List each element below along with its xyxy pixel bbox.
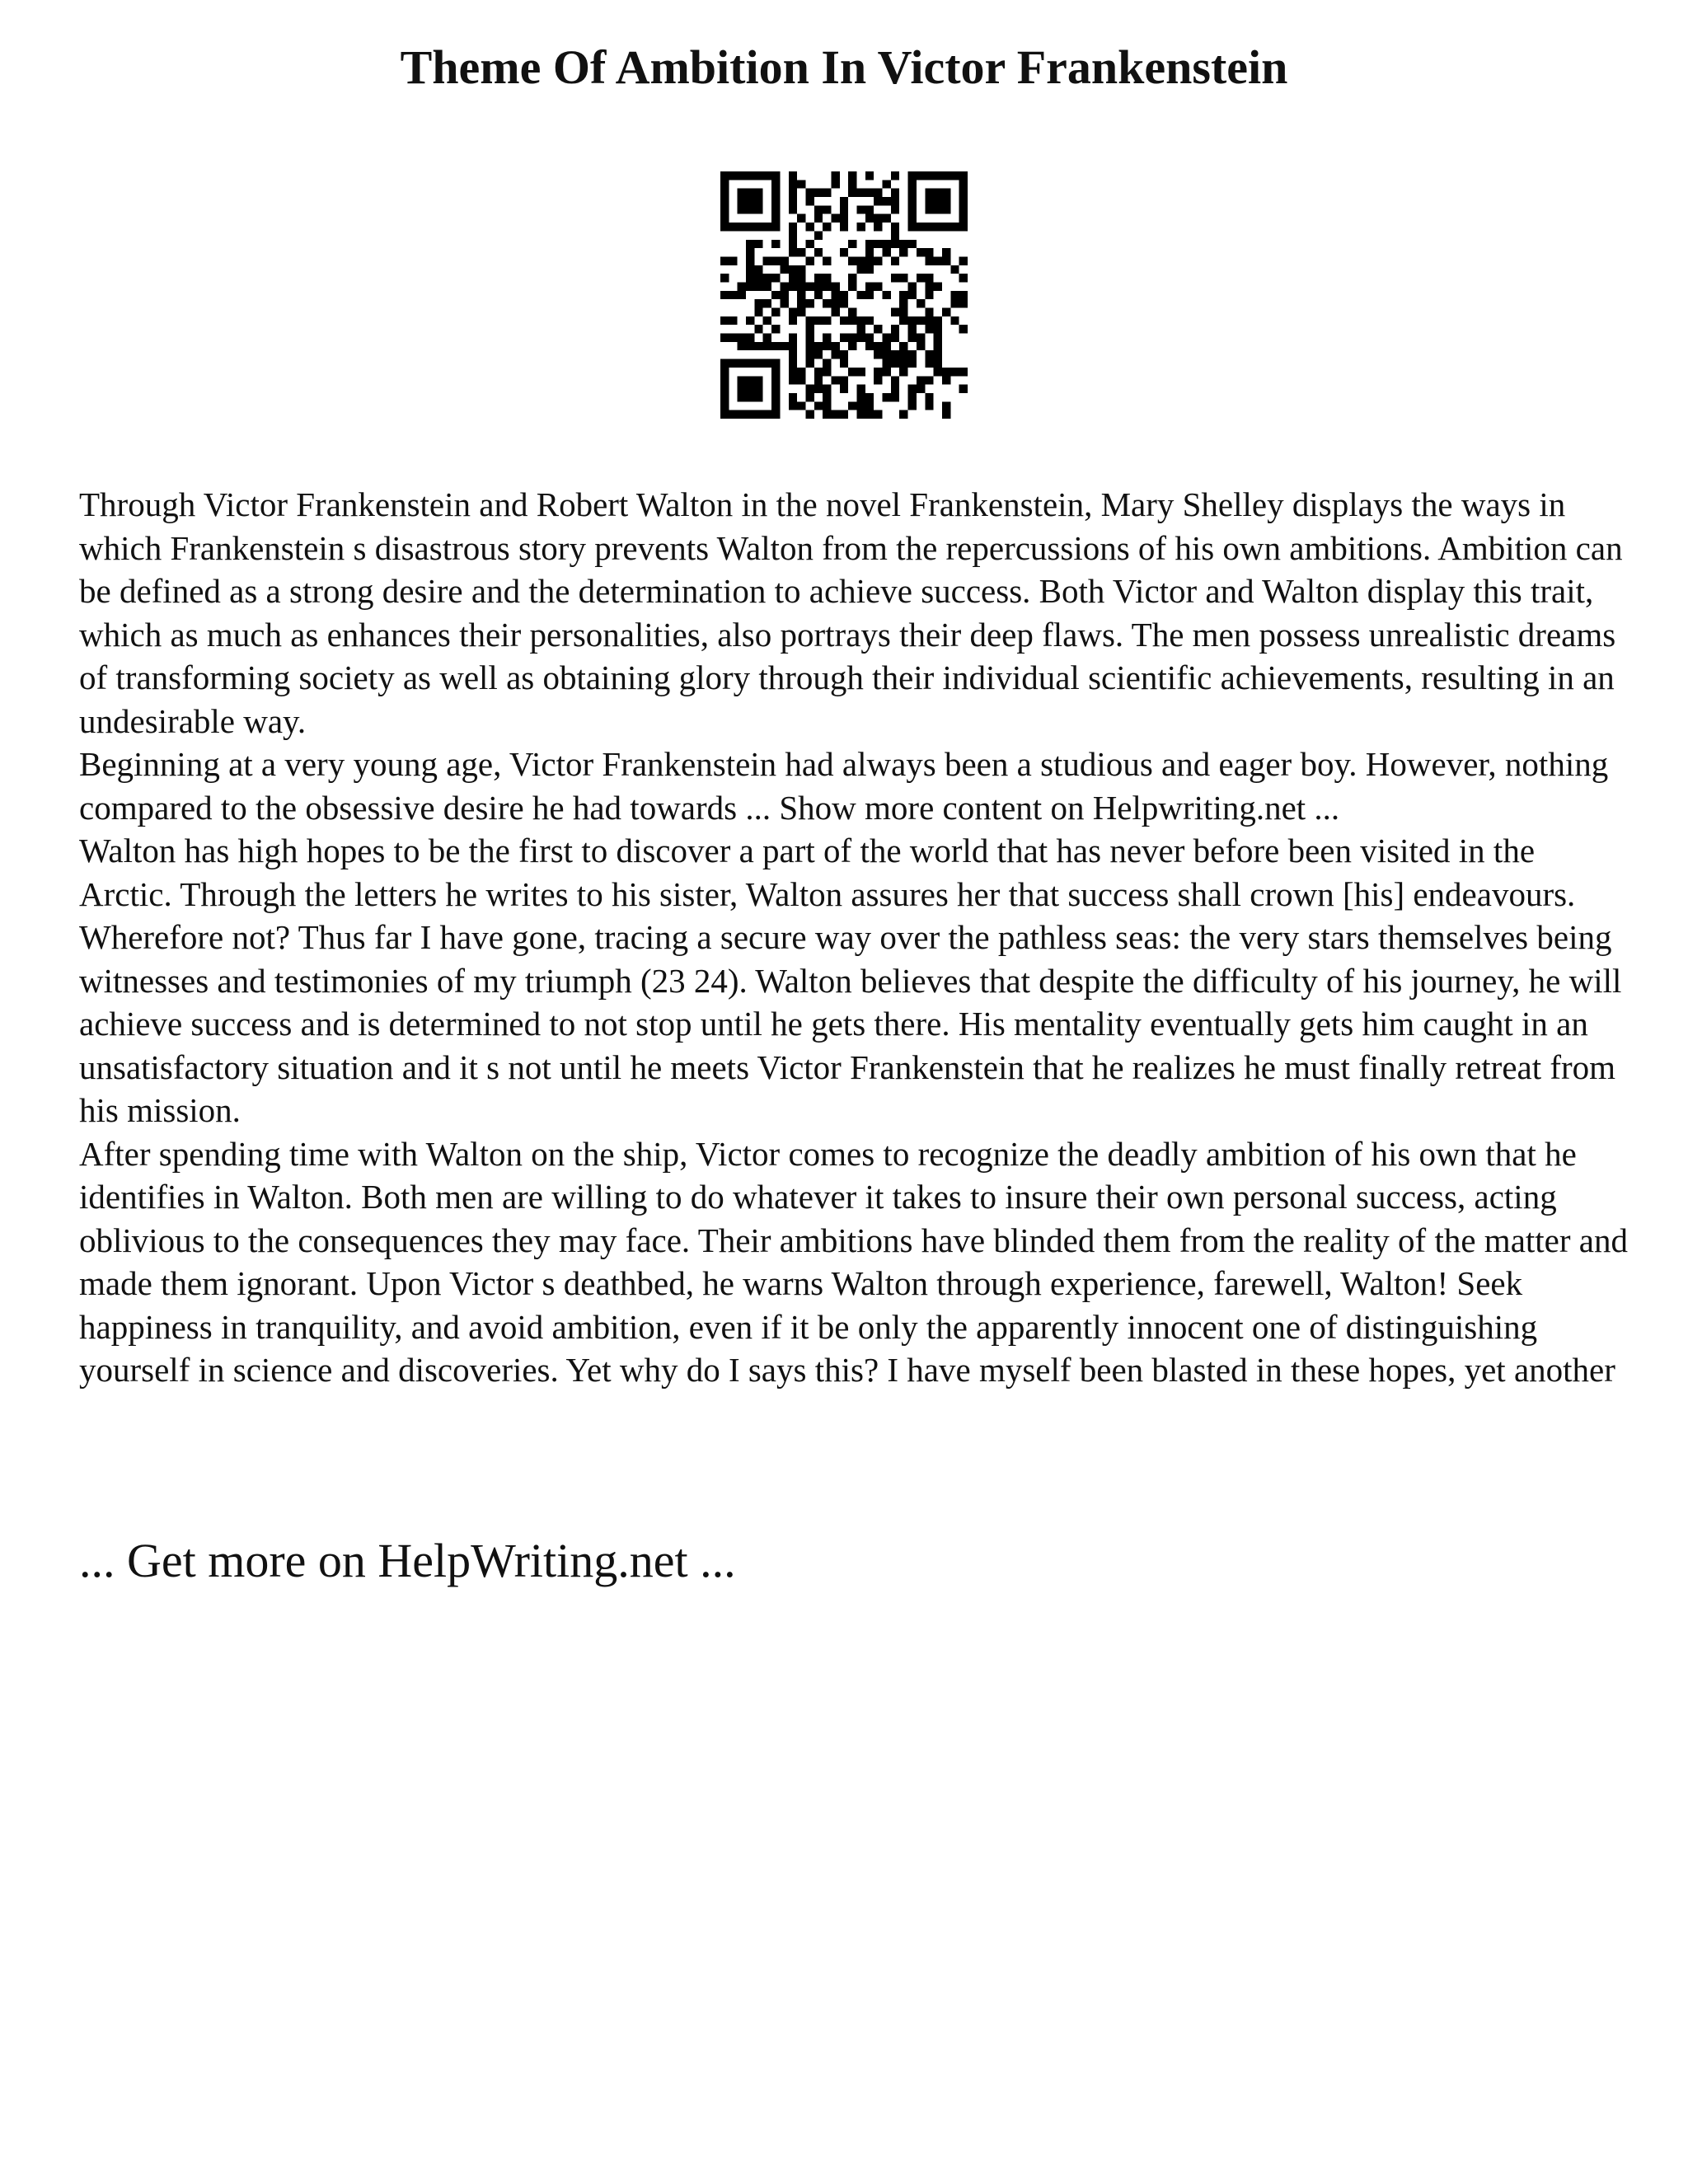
paragraph: Beginning at a very young age, Victor Frankenstein had always been a studious and eager boy. However, nothing compared to the obsessive desire he had towards ... Show more content on Helpwriting.net ... [79, 745, 1609, 827]
essay-body [79, 483, 1629, 1392]
get-more-link[interactable]: ... Get more on HelpWriting.net ... [79, 1534, 736, 1587]
qr-code-icon [720, 171, 968, 419]
paragraph: Through Victor Frankenstein and Robert Walton in the novel Frankenstein, Mary Shelley displays the ways in which Frankenstein s disastrous story prevents Walton from the repercussions of his own ambitions. Ambition can be defined as a strong desire and the determination to achieve success. Both Victor and Walton display this trait, which as much as enhances their personalities, also portrays their deep flaws. The men possess unrealistic dreams of transforming society as well as obtaining glory through their individual scientific achievements, resulting in an undesirable way. [79, 485, 1623, 740]
paragraph: After spending time with Walton on the ship, Victor comes to recognize the deadly ambition of his own that he identifies in Walton. Both men are willing to do whatever it takes to insure their own personal success, acting oblivious to the consequences they may face. Their ambitions have blinded them from the reality of the matter and made them ignorant. Upon Victor s deathbed, he warns Walton through experience, farewell, Walton! Seek happiness in tranquility, and avoid ambition, even if it be only the apparently innocent one of distinguishing yourself in science and discoveries. Yet why do I says this? I have myself been blasted in these hopes, yet another [79, 1134, 1628, 1389]
page-title: Theme Of Ambition In Victor Frankenstein [400, 40, 1288, 94]
paragraph: Walton has high hopes to be the first to discover a part of the world that has never before been visited in the Arctic. Through the letters he writes to his sister, Walton assures her that success shall crown [his] endeavours. Wherefore not? Thus far I have gone, tracing a secure way over the pathless seas: the very stars themselves being witnesses and testimonies of my triumph (23 24). Walton believes that despite the difficulty of his journey, he will achieve success and is determined to not stop until he gets there. His mentality eventually gets him caught in an unsatisfactory situation and it s not until he meets Victor Frankenstein that he realizes he must finally retreat from his mission. [79, 832, 1622, 1129]
